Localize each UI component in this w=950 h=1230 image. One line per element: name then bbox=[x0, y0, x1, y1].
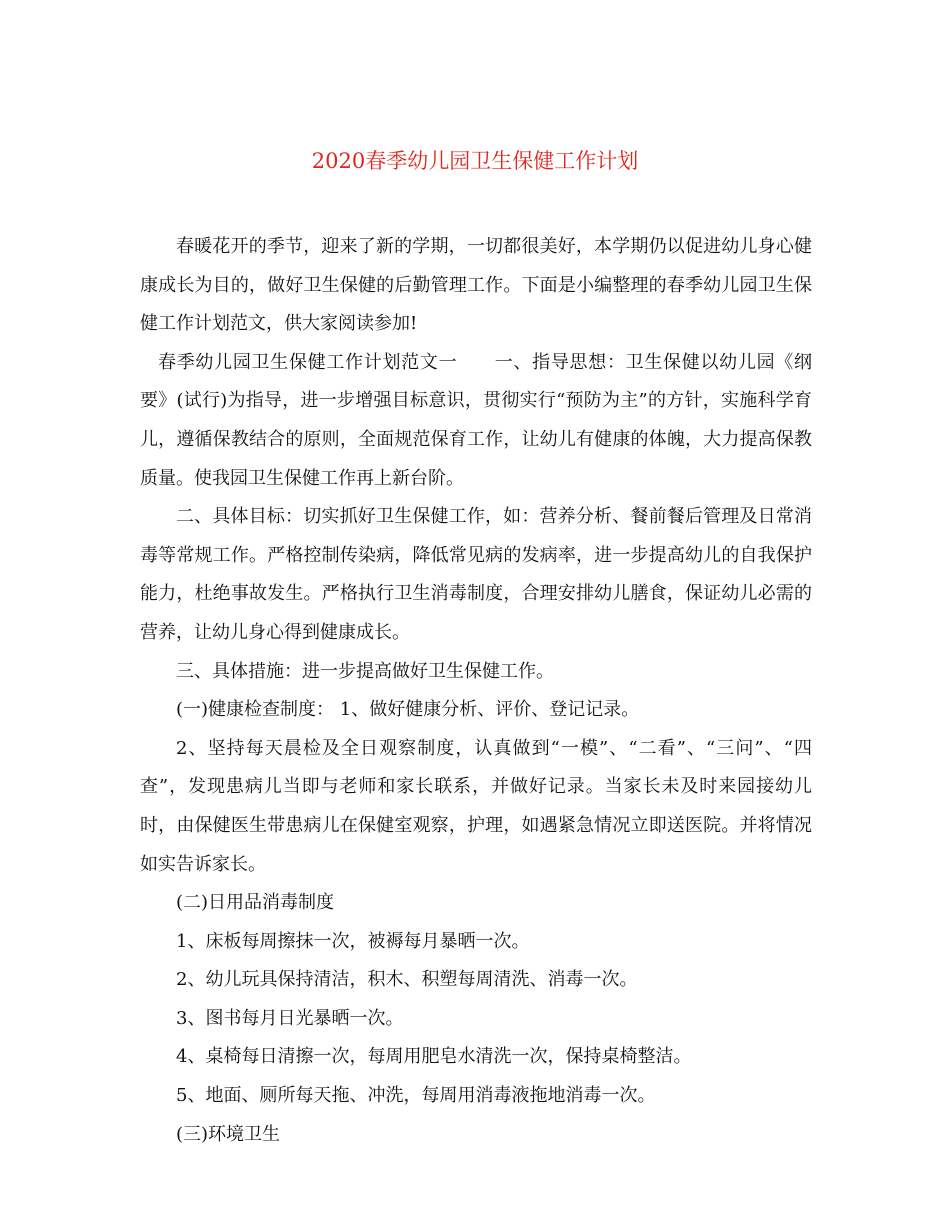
paragraph-guiding-thought: 春季幼儿园卫生保健工作计划范文一 一、指导思想：卫生保健以幼儿园《纲要》(试行)为指导，进一步增强目标意识，贯彻实行“预防为主”的方针，实施科学育儿，遵循保教结合的原则，全面规范保育工作，让幼儿有健康的体魄，大力提高保教质量。使我园卫生保健工作再上新台阶。 bbox=[140, 351, 812, 489]
document-title: 2020春季幼儿园卫生保健工作计划 bbox=[311, 149, 639, 173]
list-item: 2、幼儿玩具保持清洁，积木、积塑每周清洗、消毒一次。 bbox=[176, 969, 638, 991]
list-item: 4、桌椅每日清擦一次，每周用肥皂水清洗一次，保持桌椅整洁。 bbox=[176, 1046, 692, 1068]
list-item: 3、图书每月日光暴晒一次。 bbox=[176, 1007, 404, 1029]
paragraph-morning-check: 2、坚持每天晨检及全日观察制度，认真做到“一模”、“二看”、“三问”、“四查”，发现患病儿当即与老师和家长联系，并做好记录。当家长未及时来园接幼儿时，由保健医生带患病儿在保健室观察，护理，如遇紧急情况立即送医院。并将情况如实告诉家长。 bbox=[140, 737, 812, 875]
list-item: 1、床板每周擦抹一次，被褥每月暴晒一次。 bbox=[176, 930, 530, 952]
document-body bbox=[140, 228, 812, 1154]
paragraph-health-check: (一)健康检查制度： 1、做好健康分析、评价、登记记录。 bbox=[176, 699, 640, 721]
heading-environment-hygiene: (三)环境卫生 bbox=[176, 1123, 281, 1145]
heading-daily-disinfection: (二)日用品消毒制度 bbox=[176, 892, 335, 914]
paragraph-intro: 春暖花开的季节，迎来了新的学期，一切都很美好，本学期仍以促进幼儿身心健康成长为目的，做好卫生保健的后勤管理工作。下面是小编整理的春季幼儿园卫生保健工作计划范文，供大家阅读参加! bbox=[140, 236, 812, 335]
list-item: 5、地面、厕所每天拖、冲洗，每周用消毒液拖地消毒一次。 bbox=[176, 1085, 656, 1107]
paragraph-specific-goals: 二、具体目标：切实抓好卫生保健工作，如：营养分析、餐前餐后管理及日常消毒等常规工作。严格控制传染病，降低常见病的发病率，进一步提高幼儿的自我保护能力，杜绝事故发生。严格执行卫生消毒制度，合理安排幼儿膳食，保证幼儿必需的营养，让幼儿身心得到健康成长。 bbox=[140, 506, 812, 643]
paragraph-specific-measures: 三、具体措施：进一步提高做好卫生保健工作。 bbox=[176, 660, 554, 682]
